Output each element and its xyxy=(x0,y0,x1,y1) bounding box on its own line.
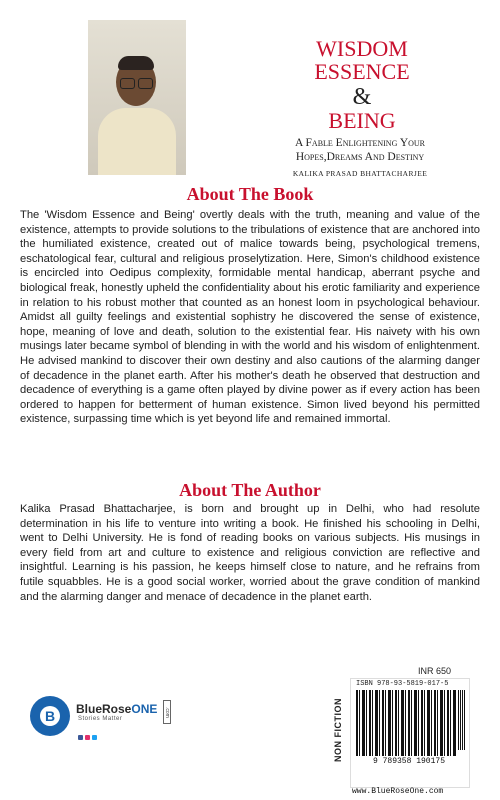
about-book-heading: About The Book xyxy=(186,184,314,204)
twitter-icon xyxy=(92,735,97,740)
about-author-text: Kalika Prasad Bhattacharjee, is born and brought up in Delhi, who had resolute determination in his life to venture into writing a book. He finished his schooling in Delhi, went to Delhi University. He is fond of reading books on various subjects. His musings in every field from art and culture to existence and religious conviction are reflective and insightful. Learning is his passion, he keeps himself close to nature, and he refrains from futile squabbles. He is a good social worker, worried about the grave condition of mankind and the alarming danger and menace of decadence in the planet earth. xyxy=(20,503,480,603)
website-url[interactable]: www.BlueRoseOne.com xyxy=(352,787,444,796)
cover-author: KALIKA PRASAD BHATTACHARJEE xyxy=(292,169,428,178)
barcode-icon xyxy=(356,690,456,756)
publisher-name xyxy=(76,702,157,716)
about-author-heading: About The Author xyxy=(179,480,321,500)
publisher-name-part1: BlueRose xyxy=(76,702,132,716)
bluerose-logo-icon: B xyxy=(30,696,70,736)
about-book-text: The 'Wisdom Essence and Being' overtly deals with the truth, meaning and value of the existence, attempts to provide solutions to the tribulations of existence that are anchored into the humiliated existence, created out of malice towards being, psychological tremens, eschatological fear, cultural and religious proselytization. Here, Simon's childhood existence is encircled into Oedipus complexity, formidable mental handicap, aberrant psyche and biological freak, honestly upheld the confidentiality about his erotic familiarity and experience in relation to his robust mother that counted as an honest loom in psychological behaviour. Amidst all guilty feelings and existential sophistry he discovered the sense of existence, hope, meaning of love and death, solution to the existential fear. His naivety with his own musings later became symbol of blending in with the world and his wisdom of enlightenment. He advised mankind to discover their own destiny and also cautions of the alarming danger of decadence in the planet earth. After his mother's death he observed that destruction and decadence of everything is a game often played by divine power as if every action has been ordered to happen for betterment of human existence. Simon lived beyond his permitted existence, surpassing time which is yet beyond life and remained immortal. xyxy=(20,209,480,426)
facebook-icon xyxy=(78,735,83,740)
title-line-3: BEING xyxy=(328,108,396,133)
publisher-name-part2: ONE xyxy=(131,702,158,716)
author-photo xyxy=(88,20,186,175)
isbn-text: ISBN 978-93-5819-017-5 xyxy=(356,680,449,688)
subtitle-line-2: Hopes,Dreams And Destiny xyxy=(295,151,425,163)
social-icons xyxy=(78,727,99,745)
title-line-1: WISDOM xyxy=(316,36,408,61)
title-line-2: ESSENCE xyxy=(314,59,410,84)
barcode-number: 9 789358 190175 xyxy=(372,757,445,766)
instagram-icon xyxy=(85,735,90,740)
publisher-mark: .com xyxy=(163,700,171,724)
subtitle-line-1: A Fable Enlightening Your xyxy=(294,137,426,149)
barcode-addon-icon xyxy=(458,690,466,750)
title-ampersand: & xyxy=(352,84,372,110)
category-label: NON FICTION xyxy=(333,698,343,762)
price-label: INR 650 xyxy=(418,666,452,676)
publisher-tagline: Stories Matter xyxy=(78,716,123,722)
